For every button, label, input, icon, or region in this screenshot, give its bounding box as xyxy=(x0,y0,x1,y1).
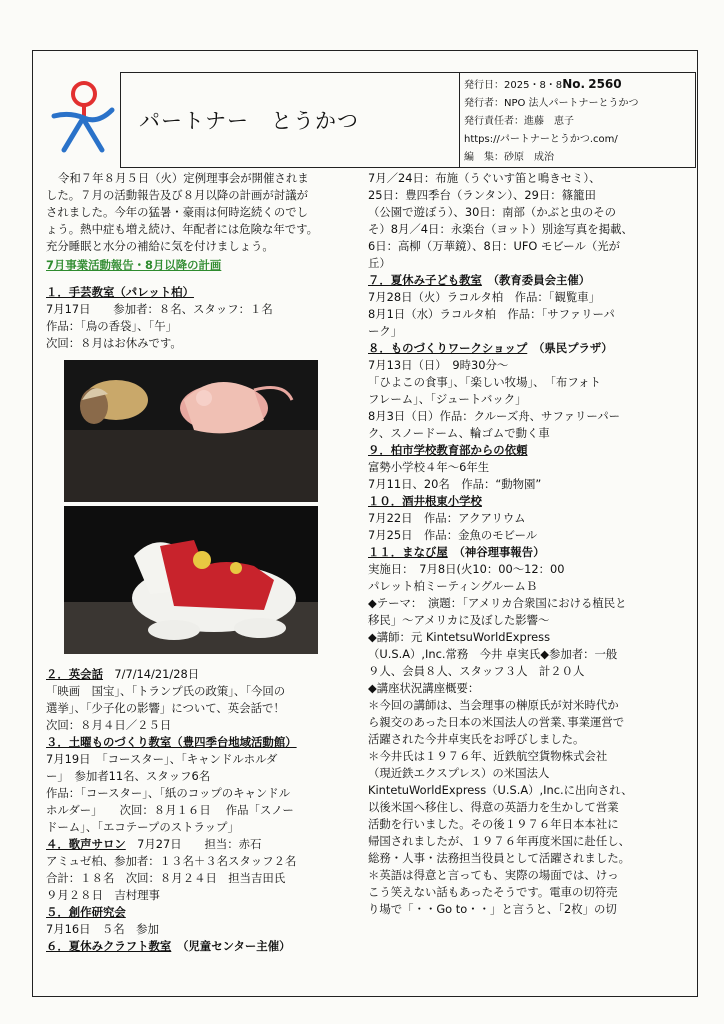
section-9-line: 富勢小学校４年～6年生 xyxy=(368,460,490,474)
section-8-organizer: （県民プラザ） xyxy=(538,341,613,355)
section-11-line: ら親交のあった日本の米国法人の営業､事業運営で xyxy=(368,715,625,729)
partner-logo-icon xyxy=(40,72,122,168)
title-box xyxy=(120,72,460,168)
section-1-line: 作品：「鳥の香袋」、「午」 xyxy=(46,319,177,333)
section-7-title-text: ７．夏休み子ども教室 xyxy=(368,273,482,287)
section-10-title-text: １０．酒井根東小学校 xyxy=(368,494,482,508)
section-7-line: 7月28日（火）ラコルタ柏 作品：「観覧車」 xyxy=(368,290,601,304)
section-3-line: ー」 参加者11名、スタッフ6名 xyxy=(46,769,211,783)
section-11-line: ◆テーマ： 演題：「アメリカ合衆国における植民と xyxy=(368,596,627,610)
section-4-line: 合計：１８名 次回：８月２４日 担当吉田氏 xyxy=(46,871,286,885)
section-11-line: （現近鉄エクスプレス）の米国法人 xyxy=(368,766,550,780)
section-8-line: 「ひよこの食事」、「楽しい牧場」、 「布フォト xyxy=(368,375,601,389)
section-3-title-text: ３．土曜ものづくり教室（豊四季台地域活動館） xyxy=(46,735,297,749)
report-heading: 7月事業活動報告・8月以降の計画 xyxy=(46,258,222,272)
section-1-title-text: １．手芸教室（パレット柏） xyxy=(46,285,194,299)
bird-sachet-image xyxy=(64,360,318,502)
section-2-line: 次回：８月４日／２５日 xyxy=(46,718,172,732)
section-3-title xyxy=(46,734,364,751)
intro-line: ょう。熱中症も増え続け、年配者には危険な年です。 xyxy=(46,222,319,236)
section-11-line: こう笑えない話もあったそうです。電車の切符売 xyxy=(368,885,618,899)
section-11-line: 帰国されましたが、１９７６年再度米国に赴任し、 xyxy=(368,834,630,848)
section-2-line: 「映画 国宝」、「トランプ氏の政策」、「今回の xyxy=(46,684,286,698)
section-11-line: ◆講座状況講座概要： xyxy=(368,681,480,695)
section-11-line: 移民」～アメリカに及ぼした影響～ xyxy=(368,613,550,627)
issue-date-line xyxy=(464,75,695,95)
section-11-line: 活動を行いました。その後１９７６年日本本社に xyxy=(368,817,619,831)
craft-schedule-line: 25日：豊四季台（ランタン）、29日：篠籠田 xyxy=(368,188,596,202)
section-11-line: り場で「・・Go to・・」と言うと、「2枚」の切 xyxy=(368,902,617,916)
section-11-line: ＊今井氏は１９７６年、近鉄航空貨物株式会社 xyxy=(368,749,608,763)
section-7-title xyxy=(368,272,648,289)
section-11-title xyxy=(368,544,648,561)
logo-box xyxy=(40,72,122,168)
issue-info xyxy=(460,72,696,168)
section-2-title xyxy=(46,666,364,683)
section-11-line: パレット柏ミーティングルームＢ xyxy=(368,579,538,593)
section-8-title-text: ８．ものづくりワークショップ xyxy=(368,341,528,355)
section-5-line: 7月16日 ５名 参加 xyxy=(46,922,159,936)
section-8-title xyxy=(368,340,648,357)
section-4-line: アミュゼ柏、参加者：１３名＋３名スタッフ２名 xyxy=(46,854,297,868)
craft-schedule-line: 7月／24日：布施（うぐいす笛と鳴きセミ）、 xyxy=(368,171,601,185)
section-8-line: 8月3日（日）作品：クルーズ舟、サファリーパー xyxy=(368,409,620,423)
intro-line: した。７月の活動報告及び８月以降の計画が討議が xyxy=(46,188,308,202)
section-11-line: （U.S.A）,Inc.常務 今井 卓実氏◆参加者：一般 xyxy=(368,647,618,661)
title-part-2: とうかつ xyxy=(271,109,359,133)
section-10-line: 7月25日 作品：金魚のモビール xyxy=(368,528,538,542)
section-7-organizer: （教育委員会主催） xyxy=(493,273,591,287)
section-11-line: 総務・人事・法務担当役員として活躍されました。 xyxy=(368,851,630,865)
section-11-line: 活躍された今井卓実氏をお呼びしました。 xyxy=(368,732,585,746)
section-11-organizer: （神谷理事報告） xyxy=(459,545,545,559)
website-url[interactable]: https://パートナーとうかつ.com/ xyxy=(464,134,618,145)
section-3-line: 7月19日 「コースター」、「キャンドルホルダ xyxy=(46,752,278,766)
issue-number: 2560 xyxy=(588,77,622,91)
right-column xyxy=(368,170,648,918)
section-7-line: 8月1日（水）ラコルタ柏 作品：「サファリーパ xyxy=(368,307,615,321)
publisher: 発行者：NPO 法人パートナーとうかつ xyxy=(464,98,639,109)
section-6-title xyxy=(46,938,364,955)
section-3-line: ドーム」、「エコテープのストラップ」 xyxy=(46,820,239,834)
section-5-title-text: ５．創作研究会 xyxy=(46,905,126,919)
left-column xyxy=(46,170,364,955)
section-8-line: フレーム」、「ジュートバック」 xyxy=(368,392,527,406)
title-part-1: パートナー xyxy=(139,109,249,133)
section-1-line: 7月17日 参加者：８名、スタッフ：１名 xyxy=(46,302,273,316)
section-6-title-text: ６．夏休みクラフト教室 xyxy=(46,939,172,953)
section-7-line: ーク」 xyxy=(368,324,403,338)
section-4-title xyxy=(46,836,364,853)
photo-horse-craft xyxy=(64,506,318,654)
section-11-line: ＊英語は得意と言っても、実際の場面では、けっ xyxy=(368,868,619,882)
horse-craft-image xyxy=(64,506,318,654)
section-9-line: 7月11日、20名 作品：“動物園” xyxy=(368,477,542,491)
photo-bird-sachets xyxy=(64,360,318,502)
intro-line: されました。今年の猛暑・豪雨は何時迄続くのでし xyxy=(46,205,308,219)
section-1-line: 次回：８月はお休みです。 xyxy=(46,336,182,350)
craft-schedule-line: 丘） xyxy=(368,256,391,270)
section-11-line: ◆講師：元 KintetsuWorldExpress xyxy=(368,630,551,644)
section-11-line: 以後米国へ移住し、得意の英語力を生かして営業 xyxy=(368,800,619,814)
issue-no-label: No. xyxy=(562,77,586,91)
masthead xyxy=(40,72,690,168)
section-11-line: ＊今回の講師は、当会理事の榊原氏が対米時代か xyxy=(368,698,619,712)
craft-schedule-line: 6日：高柳（万華鏡）、8日：UFO モビール（光が xyxy=(368,239,621,253)
section-4-line: ９月２８日 吉村理事 xyxy=(46,888,160,902)
section-3-line: ホルダー」 次回：８月１６日 作品「スノー xyxy=(46,803,294,817)
section-8-line: 7月13日（日） 9時30分～ xyxy=(368,358,509,372)
newsletter-title xyxy=(139,105,359,135)
section-3-line: 作品：「コースター」、「紙のコップのキャンドル xyxy=(46,786,291,800)
section-11-line: KintetuWorldExpress（U.S.A）,Inc.に出向され、 xyxy=(368,783,633,797)
section-9-title xyxy=(368,442,648,459)
section-2-dates: 7/7/14/21/28日 xyxy=(114,667,200,681)
section-5-title xyxy=(46,904,364,921)
section-4-date: 7月27日 担当：赤石 xyxy=(137,837,262,851)
section-9-title-text: ９．柏市学校教育部からの依頼 xyxy=(368,443,528,457)
section-11-line: ９人、会員８人、スタッフ３人 計２０人 xyxy=(368,664,585,678)
intro-line: 充分睡眠と水分の補給に気を付けましょう。 xyxy=(46,239,274,253)
section-4-title-text: ４．歌声サロン xyxy=(46,837,126,851)
editor: 編 集：砂原 成治 xyxy=(464,152,554,163)
craft-schedule-line: そ）8月／4日：永楽台（ヨット）別途写真を掲載、 xyxy=(368,222,633,236)
issue-date: 発行日：2025・8・8 xyxy=(464,80,563,91)
section-6-organizer: （児童センター主催） xyxy=(182,939,291,953)
section-1-title xyxy=(46,284,364,301)
section-11-title-text: １１．まなび屋 xyxy=(368,545,448,559)
responsible-person: 発行責任者：進藤 恵子 xyxy=(464,116,574,127)
intro-line: 令和７年８月５日（火）定例理事会が開催されま xyxy=(58,171,309,185)
section-10-line: 7月22日 作品：アクアリウム xyxy=(368,511,526,525)
section-8-line: ク、スノードーム、輪ゴムで動く車 xyxy=(368,426,550,440)
section-2-line: 選挙」、「少子化の影響」について、英会話で！ xyxy=(46,701,285,715)
section-11-line: 実施日： 7月8日(火10：00～12：00 xyxy=(368,562,565,576)
craft-schedule-line: （公園で遊ぼう）、30日：南部（かぶと虫のその xyxy=(368,205,616,219)
section-10-title xyxy=(368,493,648,510)
section-2-title-text: ２．英会話 xyxy=(46,667,103,681)
